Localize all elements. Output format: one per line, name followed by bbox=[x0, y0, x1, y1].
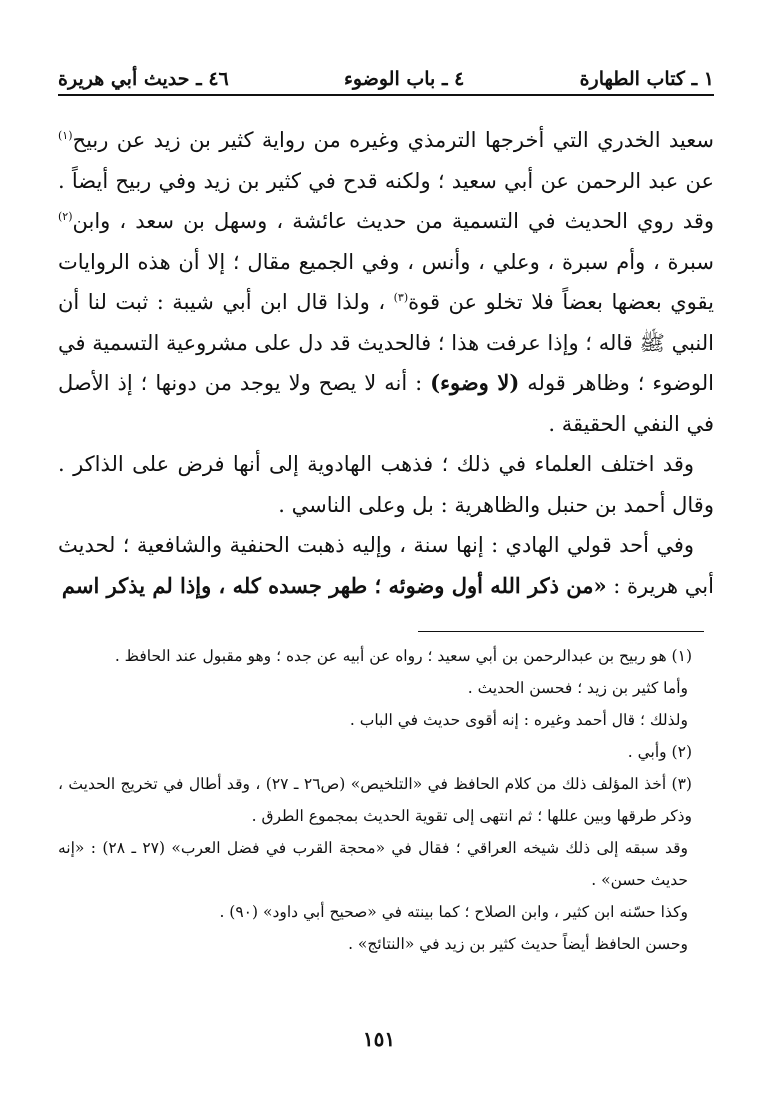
running-header bbox=[58, 60, 714, 96]
footnote-1-b: وأما كثير بن زيد ؛ فحسن الحديث . bbox=[467, 679, 688, 697]
footnote-ref-3: (٣) bbox=[393, 291, 409, 304]
paragraph-1-text-b: عن عبد الرحمن عن أبي سعيد ؛ ولكنه قدح في كثير بن زيد وفي ربيح أيضاً . وقد روي الحديث في التسمية من حديث عائشة ، وسهل بن سعد ، وابن bbox=[58, 168, 714, 233]
paragraph-1-text-c: سبرة ، وأم سبرة ، وعلي ، وأنس ، وفي الجميع مقال ؛ إلا أن هذه الروايات يقوي بعضها بعضاً فلا تخلو عن قوة bbox=[58, 249, 714, 314]
paragraph-1 bbox=[58, 120, 714, 444]
paragraph-3 bbox=[58, 525, 714, 606]
paragraph-1-text-d: ، ولذا قال ابن أبي شيبة : ثبت لنا أن النبي ﷺ قاله ؛ وإذا عرفت هذا ؛ فالحديث قد دل على مشروعية التسمية في الوضوء ؛ وظاهر قوله bbox=[58, 290, 714, 395]
hadith-quote: «من ذكر الله أول وضوئه ؛ طهر جسده كله ، وإذا لم يذكر اسم bbox=[61, 572, 607, 598]
paragraph-1-text-e: : أنه لا يصح ولا يوجد من دونها ؛ إذ الأصل في النفي الحقيقة . bbox=[58, 371, 714, 436]
footnote-1-c: ولذلك ؛ قال أحمد وغيره : إنه أقوى حديث في الباب . bbox=[349, 711, 688, 729]
header-section: ٤ ـ باب الوضوء bbox=[343, 68, 465, 90]
paragraph-2: وقد اختلف العلماء في ذلك ؛ فذهب الهادوية إلى أنها فرض على الذاكر . وقال أحمد بن حنبل والظاهرية : بل وعلى الناسي . bbox=[58, 452, 714, 517]
header-chapter: ١ ـ كتاب الطهارة bbox=[579, 68, 714, 90]
footnote-ref-1: (١) bbox=[58, 129, 73, 142]
footnote-3-c: وكذا حسّنه ابن كثير ، وابن الصلاح ؛ كما بينته في «صحيح أبي داود» (٩٠) . bbox=[219, 903, 688, 921]
page-number: ١٥١ bbox=[362, 1027, 396, 1051]
paragraph-3-text-a: وفي أحد قولي الهادي : إنها سنة ، وإليه ذهبت الحنفية والشافعية ؛ لحديث أبي هريرة : bbox=[58, 533, 714, 598]
footnote-divider bbox=[418, 631, 704, 632]
footnote-1-a: (١) هو ربيح بن عبدالرحمن بن أبي سعيد ؛ رواه عن أبيه عن جده ؛ وهو مقبول عند الحافظ . bbox=[114, 647, 692, 665]
footnote-ref-2: (٢) bbox=[58, 210, 73, 223]
header-hadith: ٤٦ ـ حديث أبي هريرة bbox=[58, 68, 229, 90]
quoted-phrase: (لا وضوء) bbox=[430, 370, 520, 395]
main-text bbox=[58, 120, 714, 606]
footnotes bbox=[58, 640, 714, 960]
footnote-2: (٢) وأبي . bbox=[627, 743, 692, 761]
paragraph-1-text-a: سعيد الخدري التي أخرجها الترمذي وغيره من رواية كثير بن زيد عن ربيح bbox=[72, 128, 714, 152]
footnote-3-a: (٣) أخذ المؤلف ذلك من كلام الحافظ في «التلخيص» (ص٢٦ ـ ٢٧) ، وقد أطال في تخريج الحديث ، وذكر طرقها وبين عللها ؛ ثم انتهى إلى تقوية الحديث بمجموع الطرق . bbox=[58, 775, 692, 825]
footnote-3-b: وقد سبقه إلى ذلك شيخه العراقي ؛ فقال في «محجة القرب في فضل العرب» (٢٧ ـ ٢٨) : «إنه حديث حسن» . bbox=[58, 839, 688, 889]
footnote-3-d: وحسن الحافظ أيضاً حديث كثير بن زيد في «النتائج» . bbox=[348, 935, 688, 953]
